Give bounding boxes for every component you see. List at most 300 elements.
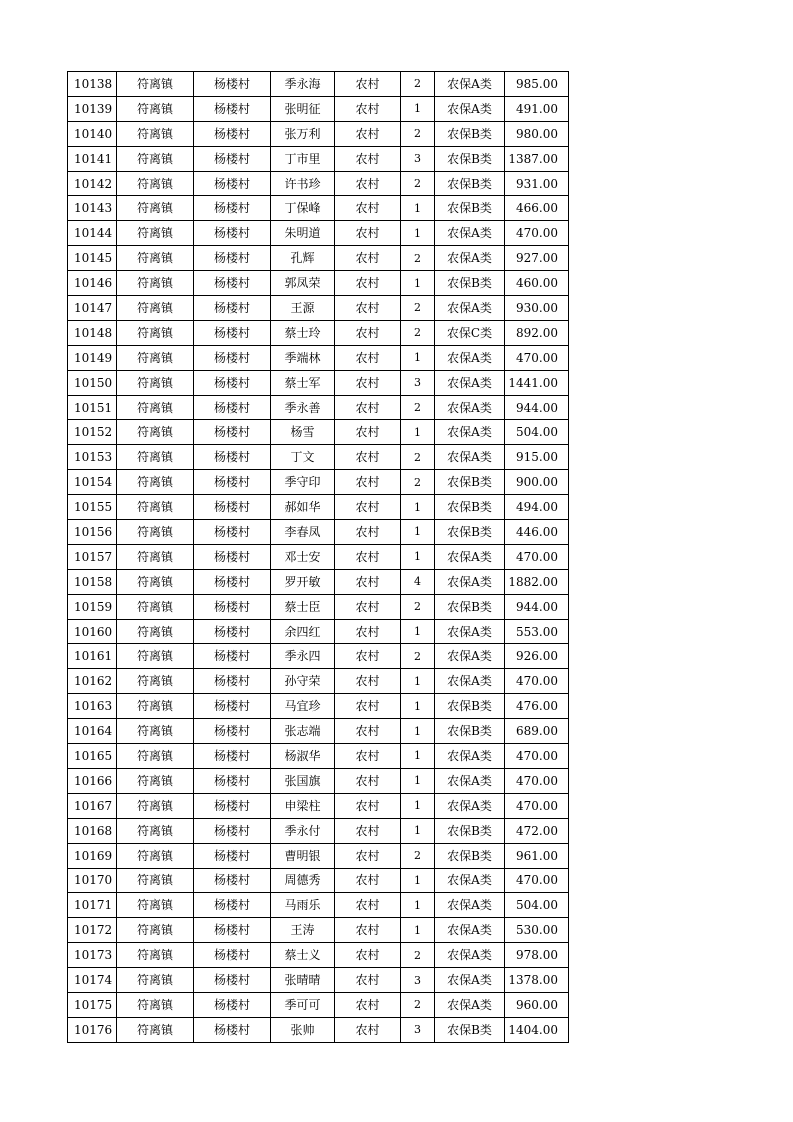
- household-count-cell: 2: [401, 992, 435, 1017]
- amount-cell: 985.00: [505, 72, 569, 97]
- name-cell: 许书珍: [271, 171, 335, 196]
- table-row: [68, 669, 569, 694]
- area-type-cell: 农村: [335, 271, 401, 296]
- name-cell: 张帅: [271, 1017, 335, 1042]
- name-cell: 蔡士臣: [271, 594, 335, 619]
- town-cell: 符离镇: [117, 992, 194, 1017]
- insurance-type-cell: 农保A类: [435, 793, 505, 818]
- town-cell: 符离镇: [117, 943, 194, 968]
- record-id-cell: 10164: [68, 719, 117, 744]
- name-cell: 孙守荣: [271, 669, 335, 694]
- village-cell: 杨楼村: [194, 619, 271, 644]
- village-cell: 杨楼村: [194, 893, 271, 918]
- amount-cell: 1441.00: [505, 370, 569, 395]
- town-cell: 符离镇: [117, 470, 194, 495]
- area-type-cell: 农村: [335, 992, 401, 1017]
- area-type-cell: 农村: [335, 843, 401, 868]
- amount-cell: 961.00: [505, 843, 569, 868]
- town-cell: 符离镇: [117, 544, 194, 569]
- area-type-cell: 农村: [335, 669, 401, 694]
- amount-cell: 927.00: [505, 246, 569, 271]
- town-cell: 符离镇: [117, 296, 194, 321]
- table-row: [68, 296, 569, 321]
- name-cell: 季永善: [271, 395, 335, 420]
- town-cell: 符离镇: [117, 445, 194, 470]
- amount-cell: 470.00: [505, 744, 569, 769]
- village-cell: 杨楼村: [194, 843, 271, 868]
- household-count-cell: 2: [401, 121, 435, 146]
- village-cell: 杨楼村: [194, 594, 271, 619]
- table-row: [68, 544, 569, 569]
- village-cell: 杨楼村: [194, 644, 271, 669]
- table-row: [68, 96, 569, 121]
- town-cell: 符离镇: [117, 669, 194, 694]
- table-row: [68, 370, 569, 395]
- table-row: [68, 520, 569, 545]
- record-id-cell: 10142: [68, 171, 117, 196]
- name-cell: 周德秀: [271, 868, 335, 893]
- insurance-type-cell: 农保A类: [435, 619, 505, 644]
- village-cell: 杨楼村: [194, 569, 271, 594]
- household-count-cell: 3: [401, 968, 435, 993]
- name-cell: 朱明道: [271, 221, 335, 246]
- table-row: [68, 793, 569, 818]
- village-cell: 杨楼村: [194, 121, 271, 146]
- amount-cell: 1882.00: [505, 569, 569, 594]
- table-row: [68, 968, 569, 993]
- village-cell: 杨楼村: [194, 992, 271, 1017]
- table-row: [68, 271, 569, 296]
- village-cell: 杨楼村: [194, 1017, 271, 1042]
- area-type-cell: 农村: [335, 296, 401, 321]
- area-type-cell: 农村: [335, 968, 401, 993]
- amount-cell: 689.00: [505, 719, 569, 744]
- amount-cell: 470.00: [505, 544, 569, 569]
- amount-cell: 472.00: [505, 818, 569, 843]
- area-type-cell: 农村: [335, 246, 401, 271]
- insurance-type-cell: 农保A类: [435, 345, 505, 370]
- town-cell: 符离镇: [117, 793, 194, 818]
- table-row: [68, 171, 569, 196]
- village-cell: 杨楼村: [194, 868, 271, 893]
- household-count-cell: 1: [401, 520, 435, 545]
- household-count-cell: 1: [401, 744, 435, 769]
- town-cell: 符离镇: [117, 768, 194, 793]
- amount-cell: 470.00: [505, 793, 569, 818]
- village-cell: 杨楼村: [194, 445, 271, 470]
- name-cell: 郭凤荣: [271, 271, 335, 296]
- record-id-cell: 10148: [68, 320, 117, 345]
- name-cell: 曹明银: [271, 843, 335, 868]
- name-cell: 罗开敏: [271, 569, 335, 594]
- town-cell: 符离镇: [117, 72, 194, 97]
- area-type-cell: 农村: [335, 1017, 401, 1042]
- village-cell: 杨楼村: [194, 271, 271, 296]
- household-count-cell: 1: [401, 893, 435, 918]
- household-count-cell: 2: [401, 470, 435, 495]
- name-cell: 丁文: [271, 445, 335, 470]
- area-type-cell: 农村: [335, 445, 401, 470]
- town-cell: 符离镇: [117, 968, 194, 993]
- household-count-cell: 1: [401, 694, 435, 719]
- record-id-cell: 10171: [68, 893, 117, 918]
- town-cell: 符离镇: [117, 420, 194, 445]
- village-cell: 杨楼村: [194, 395, 271, 420]
- household-count-cell: 1: [401, 96, 435, 121]
- insurance-type-cell: 农保A类: [435, 246, 505, 271]
- household-count-cell: 1: [401, 544, 435, 569]
- table-row: [68, 918, 569, 943]
- amount-cell: 978.00: [505, 943, 569, 968]
- amount-cell: 504.00: [505, 893, 569, 918]
- record-id-cell: 10162: [68, 669, 117, 694]
- household-count-cell: 2: [401, 644, 435, 669]
- table-row: [68, 72, 569, 97]
- amount-cell: 1404.00: [505, 1017, 569, 1042]
- name-cell: 孔辉: [271, 246, 335, 271]
- insurance-type-cell: 农保A类: [435, 96, 505, 121]
- amount-cell: 915.00: [505, 445, 569, 470]
- name-cell: 李春凤: [271, 520, 335, 545]
- village-cell: 杨楼村: [194, 495, 271, 520]
- area-type-cell: 农村: [335, 918, 401, 943]
- village-cell: 杨楼村: [194, 694, 271, 719]
- village-cell: 杨楼村: [194, 544, 271, 569]
- area-type-cell: 农村: [335, 544, 401, 569]
- village-cell: 杨楼村: [194, 818, 271, 843]
- table-row: [68, 221, 569, 246]
- area-type-cell: 农村: [335, 594, 401, 619]
- insurance-type-cell: 农保B类: [435, 1017, 505, 1042]
- record-id-cell: 10175: [68, 992, 117, 1017]
- insurance-type-cell: 农保A类: [435, 968, 505, 993]
- town-cell: 符离镇: [117, 569, 194, 594]
- table-row: [68, 694, 569, 719]
- area-type-cell: 农村: [335, 818, 401, 843]
- record-id-cell: 10154: [68, 470, 117, 495]
- village-cell: 杨楼村: [194, 72, 271, 97]
- record-id-cell: 10172: [68, 918, 117, 943]
- insurance-type-cell: 农保B类: [435, 719, 505, 744]
- amount-cell: 466.00: [505, 196, 569, 221]
- record-id-cell: 10158: [68, 569, 117, 594]
- area-type-cell: 农村: [335, 644, 401, 669]
- amount-cell: 900.00: [505, 470, 569, 495]
- household-count-cell: 1: [401, 345, 435, 370]
- name-cell: 季端林: [271, 345, 335, 370]
- record-id-cell: 10153: [68, 445, 117, 470]
- table-row: [68, 420, 569, 445]
- table-row: [68, 744, 569, 769]
- table-row: [68, 992, 569, 1017]
- record-id-cell: 10146: [68, 271, 117, 296]
- amount-cell: 1387.00: [505, 146, 569, 171]
- record-id-cell: 10139: [68, 96, 117, 121]
- village-cell: 杨楼村: [194, 793, 271, 818]
- name-cell: 丁市里: [271, 146, 335, 171]
- name-cell: 季永海: [271, 72, 335, 97]
- village-cell: 杨楼村: [194, 345, 271, 370]
- insurance-type-cell: 农保A类: [435, 395, 505, 420]
- household-count-cell: 2: [401, 171, 435, 196]
- village-cell: 杨楼村: [194, 146, 271, 171]
- household-count-cell: 2: [401, 320, 435, 345]
- table-row: [68, 196, 569, 221]
- table-row: [68, 594, 569, 619]
- household-count-cell: 1: [401, 918, 435, 943]
- insurance-type-cell: 农保B类: [435, 843, 505, 868]
- name-cell: 季永付: [271, 818, 335, 843]
- name-cell: 郝如华: [271, 495, 335, 520]
- record-id-cell: 10140: [68, 121, 117, 146]
- household-count-cell: 1: [401, 420, 435, 445]
- insurance-type-cell: 农保B类: [435, 818, 505, 843]
- area-type-cell: 农村: [335, 768, 401, 793]
- village-cell: 杨楼村: [194, 96, 271, 121]
- amount-cell: 446.00: [505, 520, 569, 545]
- area-type-cell: 农村: [335, 470, 401, 495]
- town-cell: 符离镇: [117, 918, 194, 943]
- record-id-cell: 10138: [68, 72, 117, 97]
- table-row: [68, 121, 569, 146]
- household-count-cell: 3: [401, 1017, 435, 1042]
- name-cell: 张晴晴: [271, 968, 335, 993]
- household-count-cell: 2: [401, 296, 435, 321]
- area-type-cell: 农村: [335, 72, 401, 97]
- area-type-cell: 农村: [335, 420, 401, 445]
- table-row: [68, 246, 569, 271]
- amount-cell: 470.00: [505, 768, 569, 793]
- household-count-cell: 1: [401, 669, 435, 694]
- name-cell: 蔡士义: [271, 943, 335, 968]
- name-cell: 张万利: [271, 121, 335, 146]
- household-count-cell: 2: [401, 943, 435, 968]
- household-count-cell: 4: [401, 569, 435, 594]
- insurance-type-cell: 农保A类: [435, 768, 505, 793]
- insurance-type-cell: 农保B类: [435, 171, 505, 196]
- insurance-type-cell: 农保A类: [435, 992, 505, 1017]
- amount-cell: 960.00: [505, 992, 569, 1017]
- record-id-cell: 10141: [68, 146, 117, 171]
- area-type-cell: 农村: [335, 793, 401, 818]
- record-id-cell: 10159: [68, 594, 117, 619]
- insurance-type-cell: 农保A类: [435, 445, 505, 470]
- amount-cell: 944.00: [505, 395, 569, 420]
- area-type-cell: 农村: [335, 694, 401, 719]
- name-cell: 王涛: [271, 918, 335, 943]
- household-count-cell: 3: [401, 146, 435, 171]
- household-count-cell: 3: [401, 370, 435, 395]
- household-count-cell: 1: [401, 271, 435, 296]
- town-cell: 符离镇: [117, 520, 194, 545]
- area-type-cell: 农村: [335, 569, 401, 594]
- household-count-cell: 2: [401, 72, 435, 97]
- household-count-cell: 1: [401, 221, 435, 246]
- record-id-cell: 10143: [68, 196, 117, 221]
- area-type-cell: 农村: [335, 395, 401, 420]
- name-cell: 邓士安: [271, 544, 335, 569]
- amount-cell: 460.00: [505, 271, 569, 296]
- town-cell: 符离镇: [117, 694, 194, 719]
- record-id-cell: 10174: [68, 968, 117, 993]
- area-type-cell: 农村: [335, 96, 401, 121]
- town-cell: 符离镇: [117, 96, 194, 121]
- town-cell: 符离镇: [117, 320, 194, 345]
- record-id-cell: 10151: [68, 395, 117, 420]
- name-cell: 季可可: [271, 992, 335, 1017]
- record-id-cell: 10170: [68, 868, 117, 893]
- insurance-type-cell: 农保A类: [435, 893, 505, 918]
- name-cell: 蔡士玲: [271, 320, 335, 345]
- town-cell: 符离镇: [117, 893, 194, 918]
- insurance-type-cell: 农保A类: [435, 544, 505, 569]
- area-type-cell: 农村: [335, 221, 401, 246]
- town-cell: 符离镇: [117, 171, 194, 196]
- insurance-type-cell: 农保A类: [435, 370, 505, 395]
- village-cell: 杨楼村: [194, 320, 271, 345]
- town-cell: 符离镇: [117, 495, 194, 520]
- insurance-type-cell: 农保A类: [435, 221, 505, 246]
- record-id-cell: 10160: [68, 619, 117, 644]
- amount-cell: 892.00: [505, 320, 569, 345]
- town-cell: 符离镇: [117, 370, 194, 395]
- table-row: [68, 495, 569, 520]
- insurance-type-cell: 农保A类: [435, 644, 505, 669]
- record-id-cell: 10144: [68, 221, 117, 246]
- household-count-cell: 2: [401, 395, 435, 420]
- village-cell: 杨楼村: [194, 171, 271, 196]
- record-id-cell: 10157: [68, 544, 117, 569]
- name-cell: 杨淑华: [271, 744, 335, 769]
- village-cell: 杨楼村: [194, 768, 271, 793]
- record-id-cell: 10173: [68, 943, 117, 968]
- insurance-type-cell: 农保A类: [435, 868, 505, 893]
- insurance-type-cell: 农保A类: [435, 296, 505, 321]
- table-row: [68, 893, 569, 918]
- town-cell: 符离镇: [117, 594, 194, 619]
- table-row: [68, 395, 569, 420]
- town-cell: 符离镇: [117, 395, 194, 420]
- village-cell: 杨楼村: [194, 370, 271, 395]
- table-row: [68, 868, 569, 893]
- record-id-cell: 10168: [68, 818, 117, 843]
- name-cell: 张志端: [271, 719, 335, 744]
- amount-cell: 931.00: [505, 171, 569, 196]
- insurance-type-cell: 农保B类: [435, 196, 505, 221]
- area-type-cell: 农村: [335, 719, 401, 744]
- village-cell: 杨楼村: [194, 221, 271, 246]
- record-id-cell: 10156: [68, 520, 117, 545]
- town-cell: 符离镇: [117, 146, 194, 171]
- town-cell: 符离镇: [117, 196, 194, 221]
- amount-cell: 926.00: [505, 644, 569, 669]
- town-cell: 符离镇: [117, 719, 194, 744]
- village-cell: 杨楼村: [194, 943, 271, 968]
- name-cell: 王源: [271, 296, 335, 321]
- area-type-cell: 农村: [335, 868, 401, 893]
- village-cell: 杨楼村: [194, 719, 271, 744]
- insurance-type-cell: 农保B类: [435, 520, 505, 545]
- table-row: [68, 818, 569, 843]
- record-id-cell: 10166: [68, 768, 117, 793]
- area-type-cell: 农村: [335, 619, 401, 644]
- town-cell: 符离镇: [117, 345, 194, 370]
- household-count-cell: 2: [401, 246, 435, 271]
- amount-cell: 944.00: [505, 594, 569, 619]
- amount-cell: 470.00: [505, 221, 569, 246]
- area-type-cell: 农村: [335, 520, 401, 545]
- insurance-type-cell: 农保A类: [435, 918, 505, 943]
- table-row: [68, 345, 569, 370]
- insurance-type-cell: 农保A类: [435, 943, 505, 968]
- amount-cell: 470.00: [505, 345, 569, 370]
- record-id-cell: 10163: [68, 694, 117, 719]
- village-cell: 杨楼村: [194, 744, 271, 769]
- area-type-cell: 农村: [335, 744, 401, 769]
- amount-cell: 1378.00: [505, 968, 569, 993]
- household-count-cell: 1: [401, 868, 435, 893]
- insurance-type-cell: 农保A类: [435, 420, 505, 445]
- village-cell: 杨楼村: [194, 669, 271, 694]
- area-type-cell: 农村: [335, 196, 401, 221]
- household-count-cell: 1: [401, 495, 435, 520]
- village-cell: 杨楼村: [194, 420, 271, 445]
- record-id-cell: 10165: [68, 744, 117, 769]
- town-cell: 符离镇: [117, 868, 194, 893]
- area-type-cell: 农村: [335, 495, 401, 520]
- table-row: [68, 1017, 569, 1042]
- household-count-cell: 1: [401, 719, 435, 744]
- data-table: [67, 71, 569, 1043]
- insurance-type-cell: 农保B类: [435, 470, 505, 495]
- table-row: [68, 569, 569, 594]
- record-id-cell: 10167: [68, 793, 117, 818]
- record-id-cell: 10161: [68, 644, 117, 669]
- insurance-type-cell: 农保A类: [435, 569, 505, 594]
- town-cell: 符离镇: [117, 271, 194, 296]
- insurance-type-cell: 农保B类: [435, 146, 505, 171]
- table-row: [68, 320, 569, 345]
- table-row: [68, 843, 569, 868]
- record-id-cell: 10169: [68, 843, 117, 868]
- insurance-type-cell: 农保A类: [435, 669, 505, 694]
- town-cell: 符离镇: [117, 246, 194, 271]
- town-cell: 符离镇: [117, 1017, 194, 1042]
- insurance-type-cell: 农保A类: [435, 744, 505, 769]
- insurance-type-cell: 农保A类: [435, 72, 505, 97]
- name-cell: 申梁柱: [271, 793, 335, 818]
- town-cell: 符离镇: [117, 744, 194, 769]
- table-row: [68, 644, 569, 669]
- town-cell: 符离镇: [117, 121, 194, 146]
- table-row: [68, 719, 569, 744]
- table-row: [68, 146, 569, 171]
- amount-cell: 930.00: [505, 296, 569, 321]
- insurance-type-cell: 农保B类: [435, 271, 505, 296]
- household-count-cell: 1: [401, 818, 435, 843]
- area-type-cell: 农村: [335, 345, 401, 370]
- insurance-type-cell: 农保C类: [435, 320, 505, 345]
- record-id-cell: 10155: [68, 495, 117, 520]
- area-type-cell: 农村: [335, 121, 401, 146]
- table-row: [68, 445, 569, 470]
- village-cell: 杨楼村: [194, 470, 271, 495]
- record-id-cell: 10145: [68, 246, 117, 271]
- name-cell: 余四红: [271, 619, 335, 644]
- household-count-cell: 1: [401, 619, 435, 644]
- insurance-type-cell: 农保B类: [435, 594, 505, 619]
- record-id-cell: 10147: [68, 296, 117, 321]
